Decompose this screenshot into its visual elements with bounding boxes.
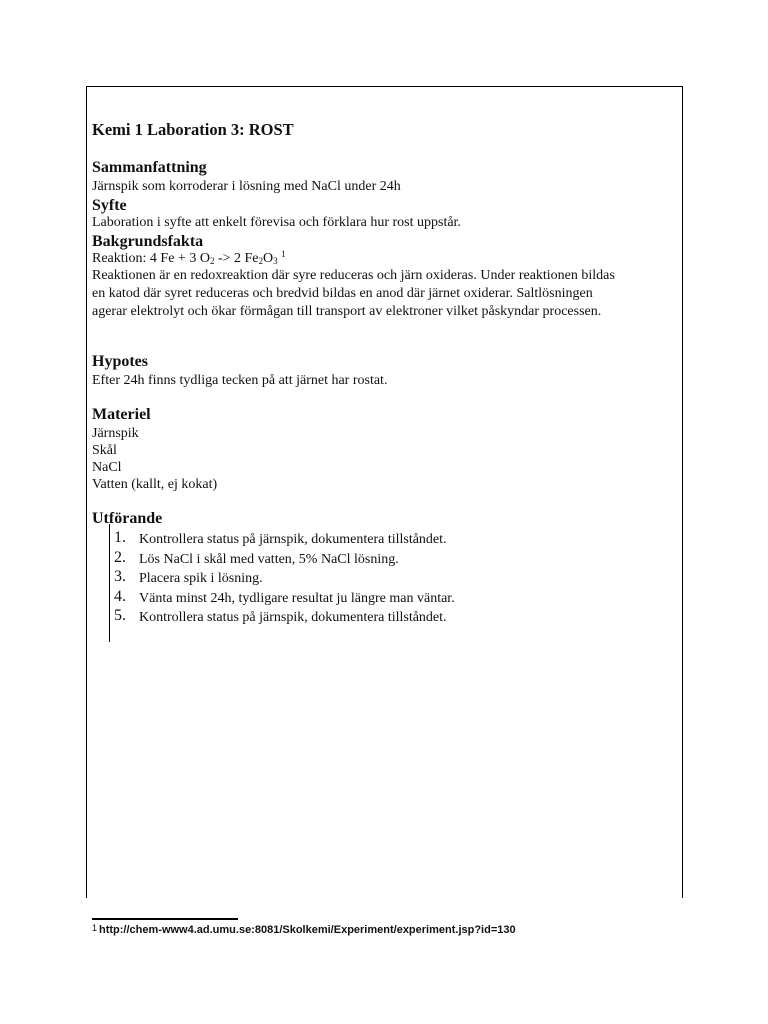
footnote-reference[interactable]: 1 (281, 249, 286, 259)
heading-sammanfattning: Sammanfattning (92, 159, 207, 176)
materiel-item: NaCl (92, 460, 122, 475)
reaction-sub-fe2: 2 (258, 256, 264, 266)
footnote-separator (92, 918, 238, 920)
table-border-right (682, 86, 683, 898)
reaction-prefix: Reaktion: 4 Fe + 3 O (92, 251, 210, 266)
table-border-left (86, 86, 87, 898)
reaction-middle: -> 2 Fe (214, 251, 259, 266)
step-number: 4. (114, 588, 126, 605)
heading-utforande: Utförande (92, 510, 163, 527)
heading-hypotes: Hypotes (92, 353, 148, 370)
list-border-left (109, 524, 110, 642)
materiel-item: Skål (92, 443, 117, 458)
footnote-url-link[interactable]: http://chem-www4.ad.umu.se:8081/Skolkemi/Experiment/experiment.jsp?id=130 (99, 924, 516, 936)
step-number: 3. (114, 568, 126, 585)
reaction-equation (92, 250, 286, 267)
step-text: Kontrollera status på järnspik, dokumentera tillståndet. (139, 610, 447, 625)
heading-materiel: Materiel (92, 406, 151, 423)
step-number: 2. (114, 549, 126, 566)
syfte-text: Laboration i syfte att enkelt förevisa och förklara hur rost uppstår. (92, 215, 461, 230)
reaction-o: O (263, 251, 274, 266)
bakgrund-paragraph-line: Reaktionen är en redoxreaktion där syre reduceras och järn oxideras. Under reaktionen bildas (92, 268, 615, 283)
footnote-number: 1 (92, 923, 98, 933)
reaction-sub-o3: 3 (273, 256, 278, 266)
step-text: Vänta minst 24h, tydligare resultat ju längre man väntar. (139, 591, 455, 606)
table-border-top (86, 86, 683, 87)
document-title: Kemi 1 Laboration 3: ROST (92, 120, 294, 139)
heading-bakgrundsfakta: Bakgrundsfakta (92, 233, 204, 250)
hypotes-text: Efter 24h finns tydliga tecken på att järnet har rostat. (92, 373, 388, 388)
step-text: Placera spik i lösning. (139, 571, 263, 586)
step-number: 1. (114, 529, 126, 546)
materiel-item: Vatten (kallt, ej kokat) (92, 477, 218, 492)
step-text: Lös NaCl i skål med vatten, 5% NaCl lösning. (139, 552, 399, 567)
step-text: Kontrollera status på järnspik, dokumentera tillståndet. (139, 532, 447, 547)
bakgrund-paragraph-line: agerar elektrolyt och ökar förmågan till transport av elektroner vilket påskyndar processen. (92, 304, 602, 319)
step-number: 5. (114, 607, 126, 624)
materiel-item: Järnspik (92, 426, 139, 441)
heading-syfte: Syfte (92, 197, 127, 214)
sammanfattning-text: Järnspik som korroderar i lösning med NaCl under 24h (92, 179, 401, 194)
reaction-sub-o2: 2 (209, 256, 215, 266)
bakgrund-paragraph-line: en katod där syret reduceras och bredvid bildas en anod där järnet oxiderar. Saltlösningen (92, 286, 593, 301)
